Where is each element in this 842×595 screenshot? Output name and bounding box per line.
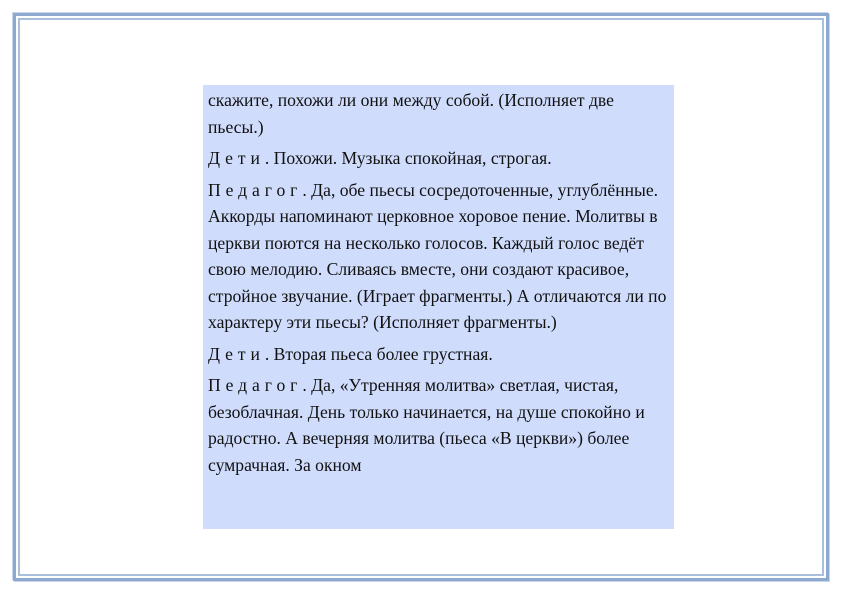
paragraph-4: [208, 341, 668, 368]
paragraph-4-text: . Вторая пьеса более грустная.: [264, 343, 493, 364]
paragraph-2-text: . Похожи. Музыка спокойная, строгая.: [264, 148, 552, 168]
paragraph-1: [208, 87, 668, 140]
speaker-name: Дети: [208, 148, 265, 168]
speaker-name: Дети: [208, 343, 265, 364]
paragraph-3: [208, 177, 668, 336]
text-block: [203, 85, 674, 529]
paragraph-5-text: . Да, «Утренняя молитва» светлая, чистая, безоблачная. День только начинается, на душе спокойно и радостно. А вечерняя молитва (пьеса «В церкви») более сумрачная. За окном: [208, 375, 645, 475]
speaker-name: Педагог: [208, 375, 303, 395]
paragraph-5: [208, 372, 668, 478]
speaker-name: Педагог: [208, 179, 303, 200]
paragraph-3-text: . Да, обе пьесы сосредоточенные, углублённые. Аккорды напоминают церковное хоровое пение. Молитвы в церкви поются на несколько голосов. Каждый голос ведёт свою мелодию. Сливаясь вместе, они создают красивое, стройное звучание. (Играет фрагменты.) А отличаются ли по характеру эти пьесы? (Исполняет фрагменты.): [208, 179, 667, 332]
paragraph-1-text: скажите, похожи ли они между собой. (Исполняет две пьесы.): [208, 90, 614, 137]
paragraph-2: [208, 145, 668, 172]
